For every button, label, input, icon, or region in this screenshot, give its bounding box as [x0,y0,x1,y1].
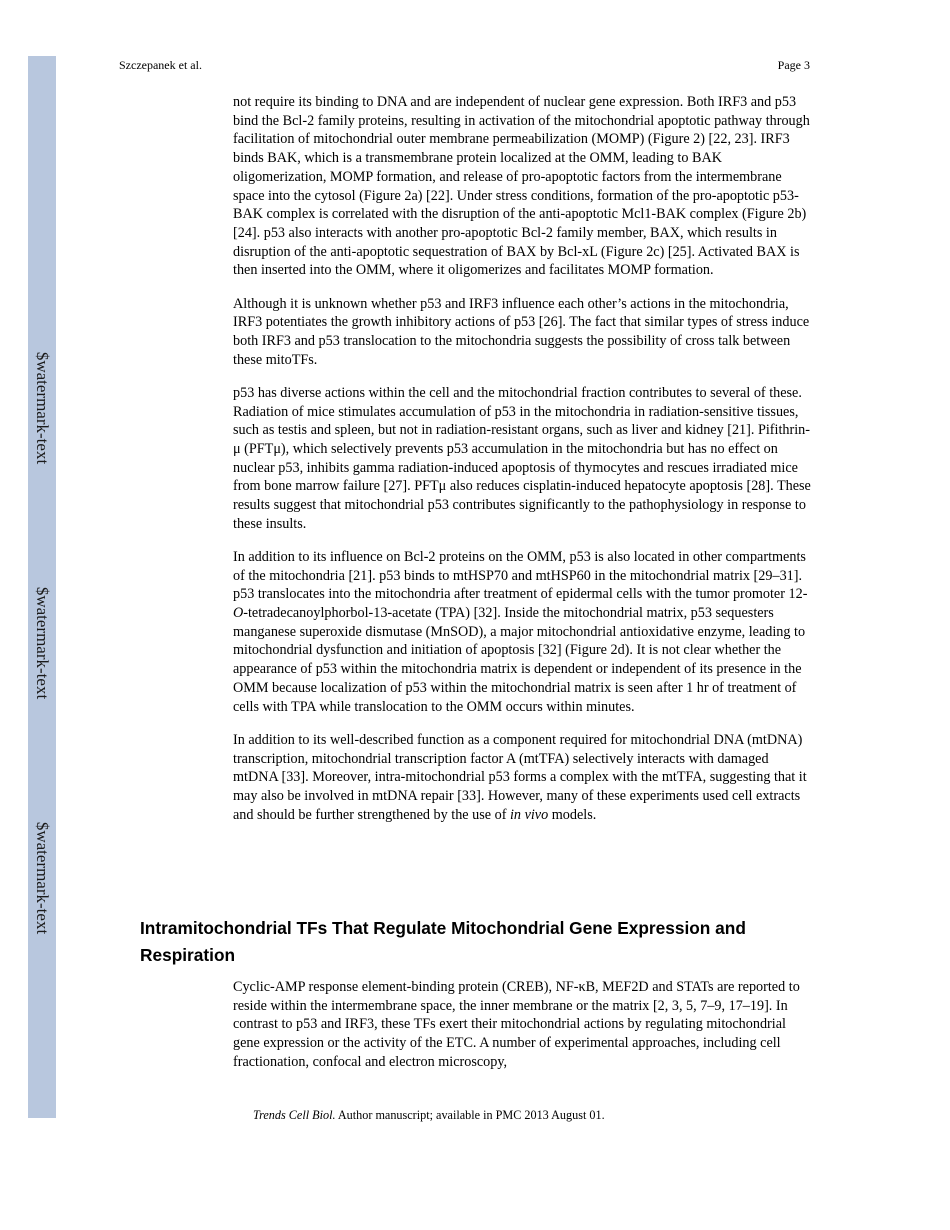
footer-citation: Trends Cell Biol. Author manuscript; available in PMC 2013 August 01. [253,1108,605,1122]
watermark-3: $watermark-text [33,821,52,935]
watermark-sidebar [28,56,56,1118]
page-number: Page 3 [777,58,810,72]
paragraph-6: Cyclic-AMP response element-binding protein (CREB), NF-κB, MEF2D and STATs are reported to reside within the intermembrane space, the inner membrane or the matrix [2, 3, 5, 7–9, 17–19]. In contrast to p53 and IRF3, these TFs exert their mitochondrial actions by regulating mitochondrial gene expression or the activity of the ETC. A number of experimental approaches, including cell fractionation, confocal and electron microscopy, [233,979,800,1070]
paragraph-2: Although it is unknown whether p53 and IRF3 influence each other’s actions in the mitochondria, IRF3 potentiates the growth inhibitory actions of p53 [26]. The fact that similar types of stress induce both IRF3 and p53 translocation to the mitochondria suggests the possibility of cross talk between these mitoTFs. [233,295,810,368]
section-body [233,978,813,1072]
body-text [233,93,813,839]
running-header-author: Szczepanek et al. [119,58,202,72]
watermark-2: $watermark-text [33,586,52,700]
paragraph-3: p53 has diverse actions within the cell and the mitochondrial fraction contributes to several of these. Radiation of mice stimulates accumulation of p53 in the mitochondria in radiation-sensitive tissues, such as testis and spleen, but not in radiation-resistant organs, such as liver and kidney [21]. Pifithrin-μ (PFTμ), which selectively prevents p53 accumulation in the mitochondria but has no effect on nuclear p53, inhibits gamma radiation-induced apoptosis of thymocytes and rescues irradiated mice from bone marrow failure [27]. PFTμ also reduces cisplatin-induced hepatocyte apoptosis [28]. These results suggest that mitochondrial p53 contributes significantly to the pathophysiology in response to these insults. [233,384,811,532]
paragraph-4: In addition to its influence on Bcl-2 proteins on the OMM, p53 is also located in other compartments of the mitochondria [21]. p53 binds to mtHSP70 and mtHSP60 in the mitochondrial matrix [29–31]. p53 translocates into the mitochondria after treatment of epidermal cells with the tumor promoter 12-O-tetradecanoylphorbol-13-acetate (TPA) [32]. Inside the mitochondrial matrix, p53 sequesters manganese superoxide dismutase (MnSOD), a major mitochondrial antioxidative enzyme, leading to mitochondrial dysfunction and initiation of apoptosis [32] (Figure 2d). It is not clear whether the appearance of p53 within the mitochondria matrix is dependent or independent of its presence in the OMM because localization of p53 within the mitochondrial matrix is seen after 1 hr of treatment of cells with TPA while translocation to the OMM occurs within minutes. [233,548,808,715]
paragraph-5: In addition to its well-described function as a component required for mitochondrial DNA (mtDNA) transcription, mitochondrial transcription factor A (mtTFA) selectively interacts with damaged mtDNA [33]. Moreover, intra-mitochondrial p53 forms a complex with the mtTFA, suggesting that it may also be involved in mtDNA repair [33]. However, many of these experiments used cell extracts and should be further strengthened by the use of in vivo models. [233,731,807,823]
section-heading: Intramitochondrial TFs That Regulate Mitochondrial Gene Expression and Respiration [140,918,746,965]
watermark-1: $watermark-text [33,351,52,465]
paragraph-1: not require its binding to DNA and are independent of nuclear gene expression. Both IRF3 and p53 bind the Bcl-2 family proteins, resulting in activation of the mitochondrial apoptotic pathway through facilitation of mitochondrial outer membrane permeabilization (MOMP) (Figure 2) [22, 23]. IRF3 binds BAK, which is a transmembrane protein localized at the OMM, leading to BAK oligomerization, MOMP formation, and release of pro-apoptotic factors from the intermembrane space into the cytosol (Figure 2a) [22]. Under stress conditions, formation of the pro-apoptotic p53-BAK complex is correlated with the disruption of the anti-apoptotic Mcl1-BAK complex (Figure 2b) [24]. p53 also interacts with another pro-apoptotic Bcl-2 family member, BAX, which results in disruption of the anti-apoptotic sequestration of BAX by Bcl-xL (Figure 2c) [25]. Activated BAX is then inserted into the OMM, where it oligomerizes and facilitates MOMP formation. [233,94,810,279]
